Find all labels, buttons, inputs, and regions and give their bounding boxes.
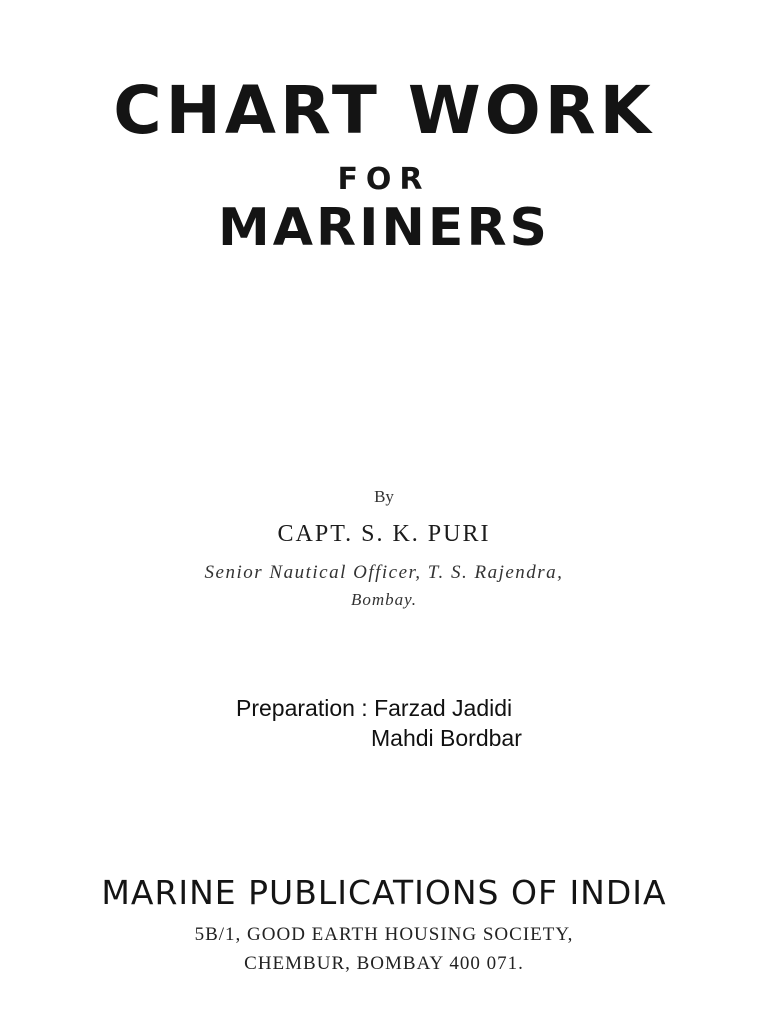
publisher-name: MARINE PUBLICATIONS OF INDIA — [101, 873, 667, 912]
author-role: Senior Nautical Officer, T. S. Rajendra, — [204, 562, 564, 583]
book-title: CHART WORK — [113, 72, 655, 149]
author-place: Bombay. — [350, 590, 418, 609]
publisher-address-line1: 5B/1, GOOD EARTH HOUSING SOCIETY, — [194, 924, 574, 945]
publisher-address-line2: CHEMBUR, BOMBAY 400 071. — [244, 953, 524, 974]
author-name: CAPT. S. K. PURI — [277, 521, 491, 547]
preparation-credit-second: Mahdi Bordbar — [371, 725, 522, 751]
book-subtitle: MARINERS — [218, 198, 550, 258]
by-label: By — [374, 487, 394, 506]
book-title-connector: FOR — [337, 162, 431, 197]
preparation-credit: Preparation : Farzad Jadidi — [236, 695, 513, 721]
